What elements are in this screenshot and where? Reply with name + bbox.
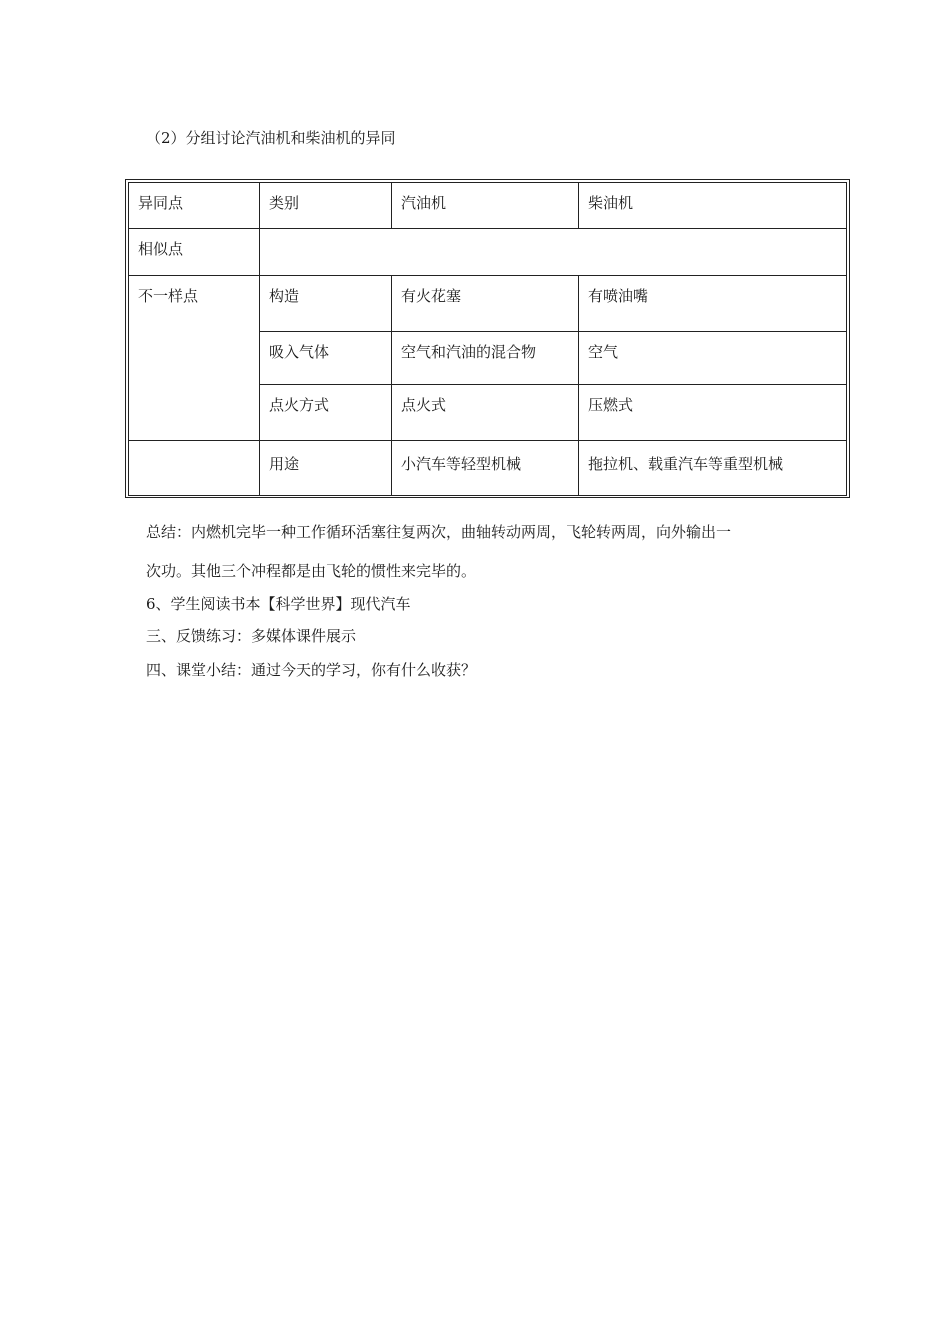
diesel-cell: 压燃式 (579, 385, 847, 441)
gasoline-cell: 点火式 (392, 385, 579, 441)
table-row-similar (129, 229, 847, 276)
use-label-cell (129, 441, 260, 496)
reading-item: 6、学生阅读书本【科学世界】现代汽车 (146, 595, 411, 613)
summary-line: 次功。其他三个冲程都是由飞轮的惯性来完毕的。 (146, 562, 477, 580)
diesel-cell: 空气 (579, 332, 847, 385)
similar-label-cell: 相似点 (129, 229, 260, 276)
feedback-item: 三、反馈练习：多媒体课件展示 (146, 627, 357, 645)
summary-item: 四、课堂小结：通过今天的学习，你有什么收获？ (146, 661, 477, 679)
header-cell: 异同点 (129, 183, 260, 229)
gasoline-cell: 小汽车等轻型机械 (392, 441, 579, 496)
diesel-cell: 拖拉机、载重汽车等重型机械 (579, 441, 847, 496)
table-row-use (129, 441, 847, 496)
summary-line: 总结：内燃机完毕一种工作循环活塞往复两次，曲轴转动两周，飞轮转两周，向外输出一 (146, 523, 732, 541)
comparison-table-grid (128, 182, 847, 496)
table-header-row (129, 183, 847, 229)
category-cell: 构造 (260, 276, 392, 332)
table-row (129, 276, 847, 332)
diesel-cell: 有喷油嘴 (579, 276, 847, 332)
section-heading: （2）分组讨论汽油机和柴油机的异同 (146, 129, 396, 147)
comparison-table (125, 179, 850, 498)
category-cell: 用途 (260, 441, 392, 496)
diff-label-cell: 不一样点 (129, 276, 260, 441)
category-cell: 吸入气体 (260, 332, 392, 385)
gasoline-cell: 空气和汽油的混合物 (392, 332, 579, 385)
gasoline-cell: 有火花塞 (392, 276, 579, 332)
header-cell: 汽油机 (392, 183, 579, 229)
similar-value-cell (260, 229, 847, 276)
header-cell: 柴油机 (579, 183, 847, 229)
header-cell: 类别 (260, 183, 392, 229)
category-cell: 点火方式 (260, 385, 392, 441)
